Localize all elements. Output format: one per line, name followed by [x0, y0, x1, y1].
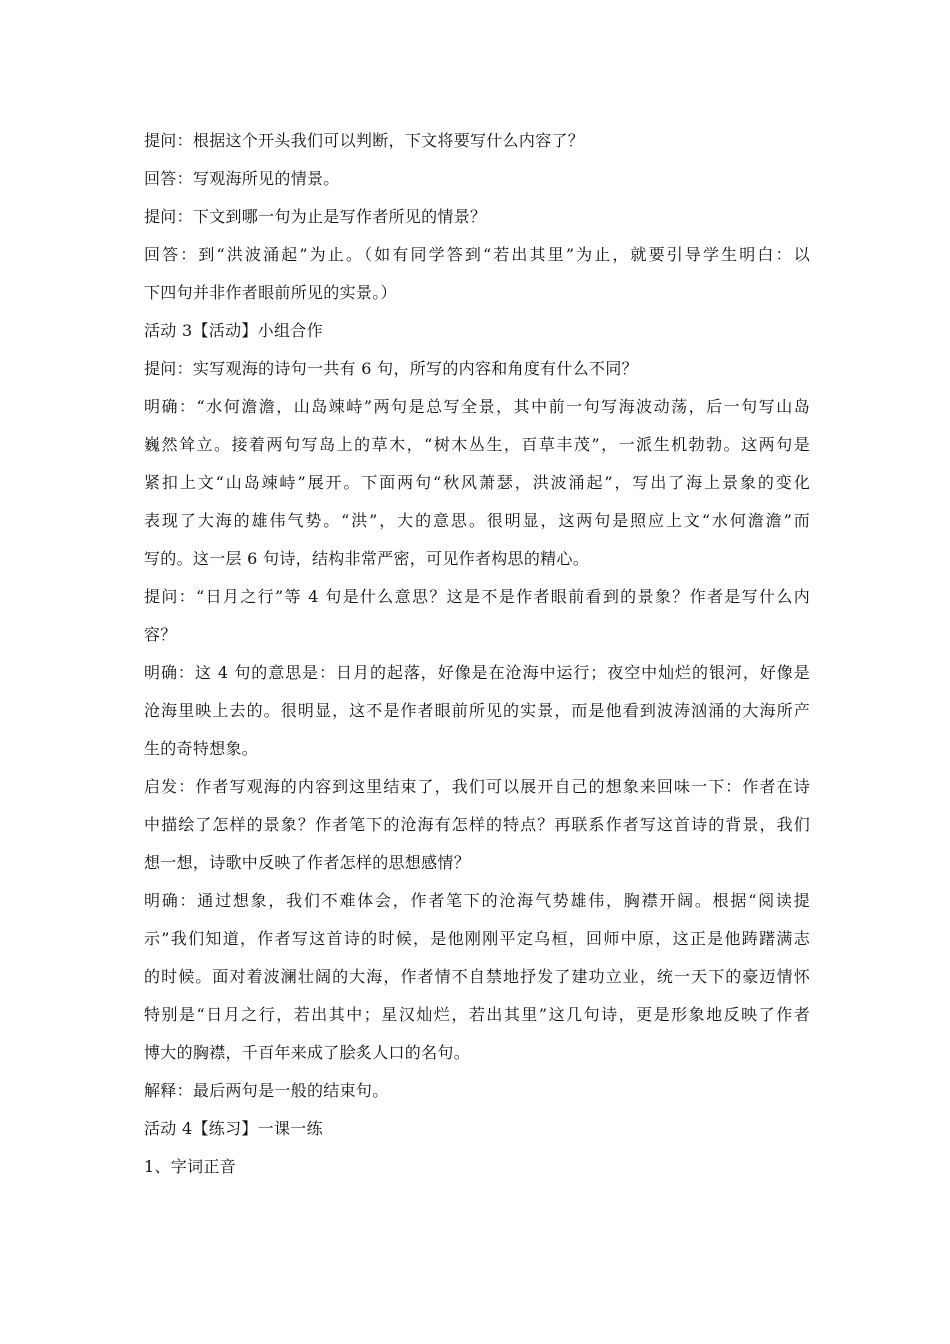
text-line: 活动 3【活动】小组合作 [144, 321, 323, 340]
text-line: 提问：根据这个开头我们可以判断，下文将要写什么内容了？ [144, 131, 585, 150]
text-line: 博大的胸襟，千百年来成了脍炙人口的名句。 [144, 1043, 471, 1062]
paragraph [144, 162, 810, 200]
text-line: 表现了大海的雄伟气势。“洪”，大的意思。很明显，这两句是照应上文“水何澹澹”而 [144, 511, 810, 530]
text-line: 特别是“日月之行，若出其中；星汉灿烂，若出其里”这几句诗，更是形象地反映了作者 [144, 1005, 810, 1024]
paragraph [144, 1074, 810, 1112]
document-page [144, 124, 810, 1188]
text-line: 紧扣上文“山岛竦峙”展开。下面两句“秋风萧瑟，洪波涌起”，写出了海上景象的变化 [144, 473, 810, 492]
text-line: 明确：通过想象，我们不难体会，作者笔下的沧海气势雄伟，胸襟开阔。根据“阅读提 [144, 891, 810, 910]
paragraph [144, 390, 810, 580]
paragraph [144, 656, 810, 770]
paragraph [144, 200, 810, 238]
text-line: 回答：写观海所见的情景。 [144, 169, 340, 188]
list-item [144, 1150, 810, 1188]
text-line: 容？ [144, 625, 177, 644]
text-line: 的时候。面对着波澜壮阔的大海，作者情不自禁地抒发了建功立业，统一天下的豪迈情怀 [144, 967, 810, 986]
paragraph [144, 124, 810, 162]
paragraph [144, 770, 810, 884]
text-line: 下四句并非作者眼前所见的实景。） [144, 283, 397, 302]
text-line: 想一想，诗歌中反映了作者怎样的思想感情？ [144, 853, 471, 872]
text-line: 启发：作者写观海的内容到这里结束了，我们可以展开自己的想象来回味一下：作者在诗 [144, 777, 810, 796]
text-line: 提问：实写观海的诗句一共有 6 句，所写的内容和角度有什么不同？ [144, 359, 638, 378]
paragraph [144, 238, 810, 314]
text-line: 明确：这 4 句的意思是：日月的起落，好像是在沧海中运行；夜空中灿烂的银河，好像是 [144, 663, 810, 682]
text-line: 生的奇特想象。 [144, 739, 259, 758]
text-line: 提问：“日月之行”等 4 句是什么意思？这是不是作者眼前看到的景象？作者是写什么内 [144, 587, 810, 606]
paragraph [144, 884, 810, 1074]
text-line: 示”我们知道，作者写这首诗的时候，是他刚刚平定乌桓，回师中原，这正是他踌躇满志 [144, 929, 810, 948]
text-line: 活动 4【练习】一课一练 [144, 1119, 323, 1138]
paragraph [144, 352, 810, 390]
section-heading [144, 1112, 810, 1150]
text-line: 巍然耸立。接着两句写岛上的草木，“树木丛生，百草丰茂”，一派生机勃勃。这两句是 [144, 435, 810, 454]
text-line: 明确：“水何澹澹，山岛竦峙”两句是总写全景，其中前一句写海波动荡，后一句写山岛 [144, 397, 810, 416]
text-line: 回答：到“洪波涌起”为止。（如有同学答到“若出其里”为止，就要引导学生明白：以 [144, 245, 810, 264]
text-line: 沧海里映上去的。很明显，这不是作者眼前所见的实景，而是他看到波涛汹涌的大海所产 [144, 701, 810, 720]
text-line: 1、字词正音 [144, 1157, 236, 1176]
section-heading [144, 314, 810, 352]
text-line: 解释：最后两句是一般的结束句。 [144, 1081, 389, 1100]
text-line: 提问：下文到哪一句为止是写作者所见的情景？ [144, 207, 487, 226]
text-line: 中描绘了怎样的景象？作者笔下的沧海有怎样的特点？再联系作者写这首诗的背景，我们 [144, 815, 810, 834]
text-line: 写的。这一层 6 句诗，结构非常严密，可见作者构思的精心。 [144, 549, 590, 568]
paragraph [144, 580, 810, 656]
